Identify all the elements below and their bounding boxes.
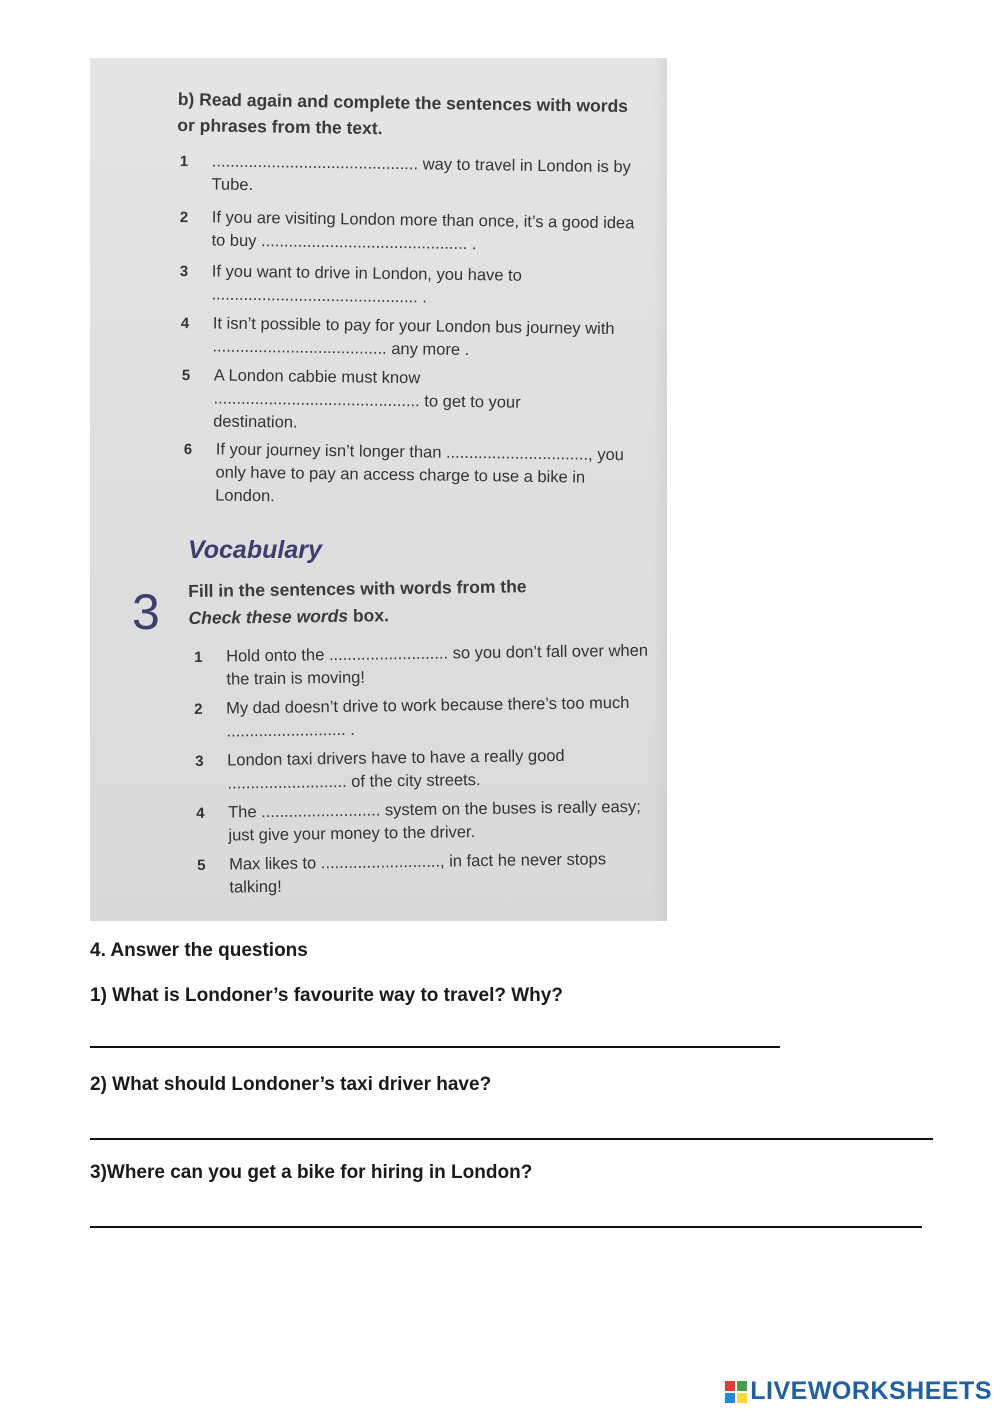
exercise-3-item (196, 796, 657, 850)
exercise-b-item (179, 260, 640, 314)
task-title: 4. Answer the questions (90, 940, 308, 961)
liveworksheets-brand (725, 1377, 992, 1406)
item-text: A London cabbie must know ............................................. to get to your destination. (213, 366, 521, 432)
item-number: 2 (194, 700, 203, 718)
logo-square (725, 1393, 735, 1403)
heading-italic: Check these words (188, 605, 349, 628)
logo-square (737, 1381, 747, 1391)
exercise-number: 3 (132, 584, 160, 640)
item-text: London taxi drivers have to have a really good .......................... of the city streets. (227, 746, 565, 793)
exercise-b-heading: b) Read again and complete the sentences with words or phrases from the text. (177, 88, 629, 139)
answer-line-1[interactable] (90, 1046, 780, 1048)
brand-name: LIVEWORKSHEETS (750, 1377, 992, 1405)
exercise-b-item (181, 364, 612, 440)
item-text: The .......................... system on the buses is really easy; just give your money to the driver. (228, 797, 641, 845)
logo-square (737, 1393, 747, 1403)
heading-tail: box. (347, 605, 390, 626)
exercise-b-item (179, 206, 640, 260)
item-text: If your journey isn’t longer than ..............................., you only have to pay an access charge to use a bike in London. (215, 440, 625, 506)
item-text: Hold onto the .......................... so you don’t fall over when the train is moving! (226, 641, 649, 689)
vocabulary-title: Vocabulary (188, 536, 322, 564)
question-2: 2) What should Londoner’s taxi driver have? (90, 1074, 492, 1095)
exercise-3-item (194, 640, 655, 694)
liveworksheets-logo-icon (725, 1381, 747, 1403)
item-number: 4 (180, 314, 190, 333)
item-number: 1 (194, 648, 203, 666)
item-number: 5 (197, 856, 206, 874)
item-number: 1 (179, 152, 189, 171)
item-text: If you want to drive in London, you have to ............................................. . (211, 262, 522, 307)
exercise-b-item (180, 312, 641, 366)
item-number: 4 (196, 804, 205, 822)
item-text: It isn’t possible to pay for your London bus journey with ...................................... any more . (212, 314, 615, 360)
question-1: 1) What is Londoner’s favourite way to travel? Why? (90, 985, 563, 1006)
heading-bold: Fill in the sentences with words from the (188, 576, 527, 601)
item-number: 2 (179, 208, 189, 227)
item-number: 3 (195, 752, 204, 770)
question-3: 3)Where can you get a bike for hiring in London? (90, 1162, 533, 1183)
item-text: If you are visiting London more than once, it’s a good idea to buy ............................................. . (211, 208, 635, 254)
item-text: Max likes to .........................., in fact he never stops talking! (229, 850, 607, 897)
answer-line-2[interactable] (90, 1138, 933, 1140)
textbook-photo (90, 58, 667, 921)
exercise-3-item (197, 848, 658, 902)
item-number: 5 (181, 366, 191, 385)
item-number: 6 (183, 440, 193, 459)
logo-square (725, 1381, 735, 1391)
item-text: ............................................. way to travel in London is by Tube. (211, 152, 632, 195)
exercise-b-item (179, 150, 640, 204)
answer-line-3[interactable] (90, 1226, 922, 1228)
item-number: 3 (179, 262, 189, 281)
exercise-3-item (194, 692, 655, 746)
exercise-b-item (183, 438, 624, 514)
item-text: My dad doesn’t drive to work because there’s too much .......................... . (226, 693, 630, 741)
exercise-3-item (195, 744, 656, 798)
exercise-3-heading (188, 572, 639, 632)
